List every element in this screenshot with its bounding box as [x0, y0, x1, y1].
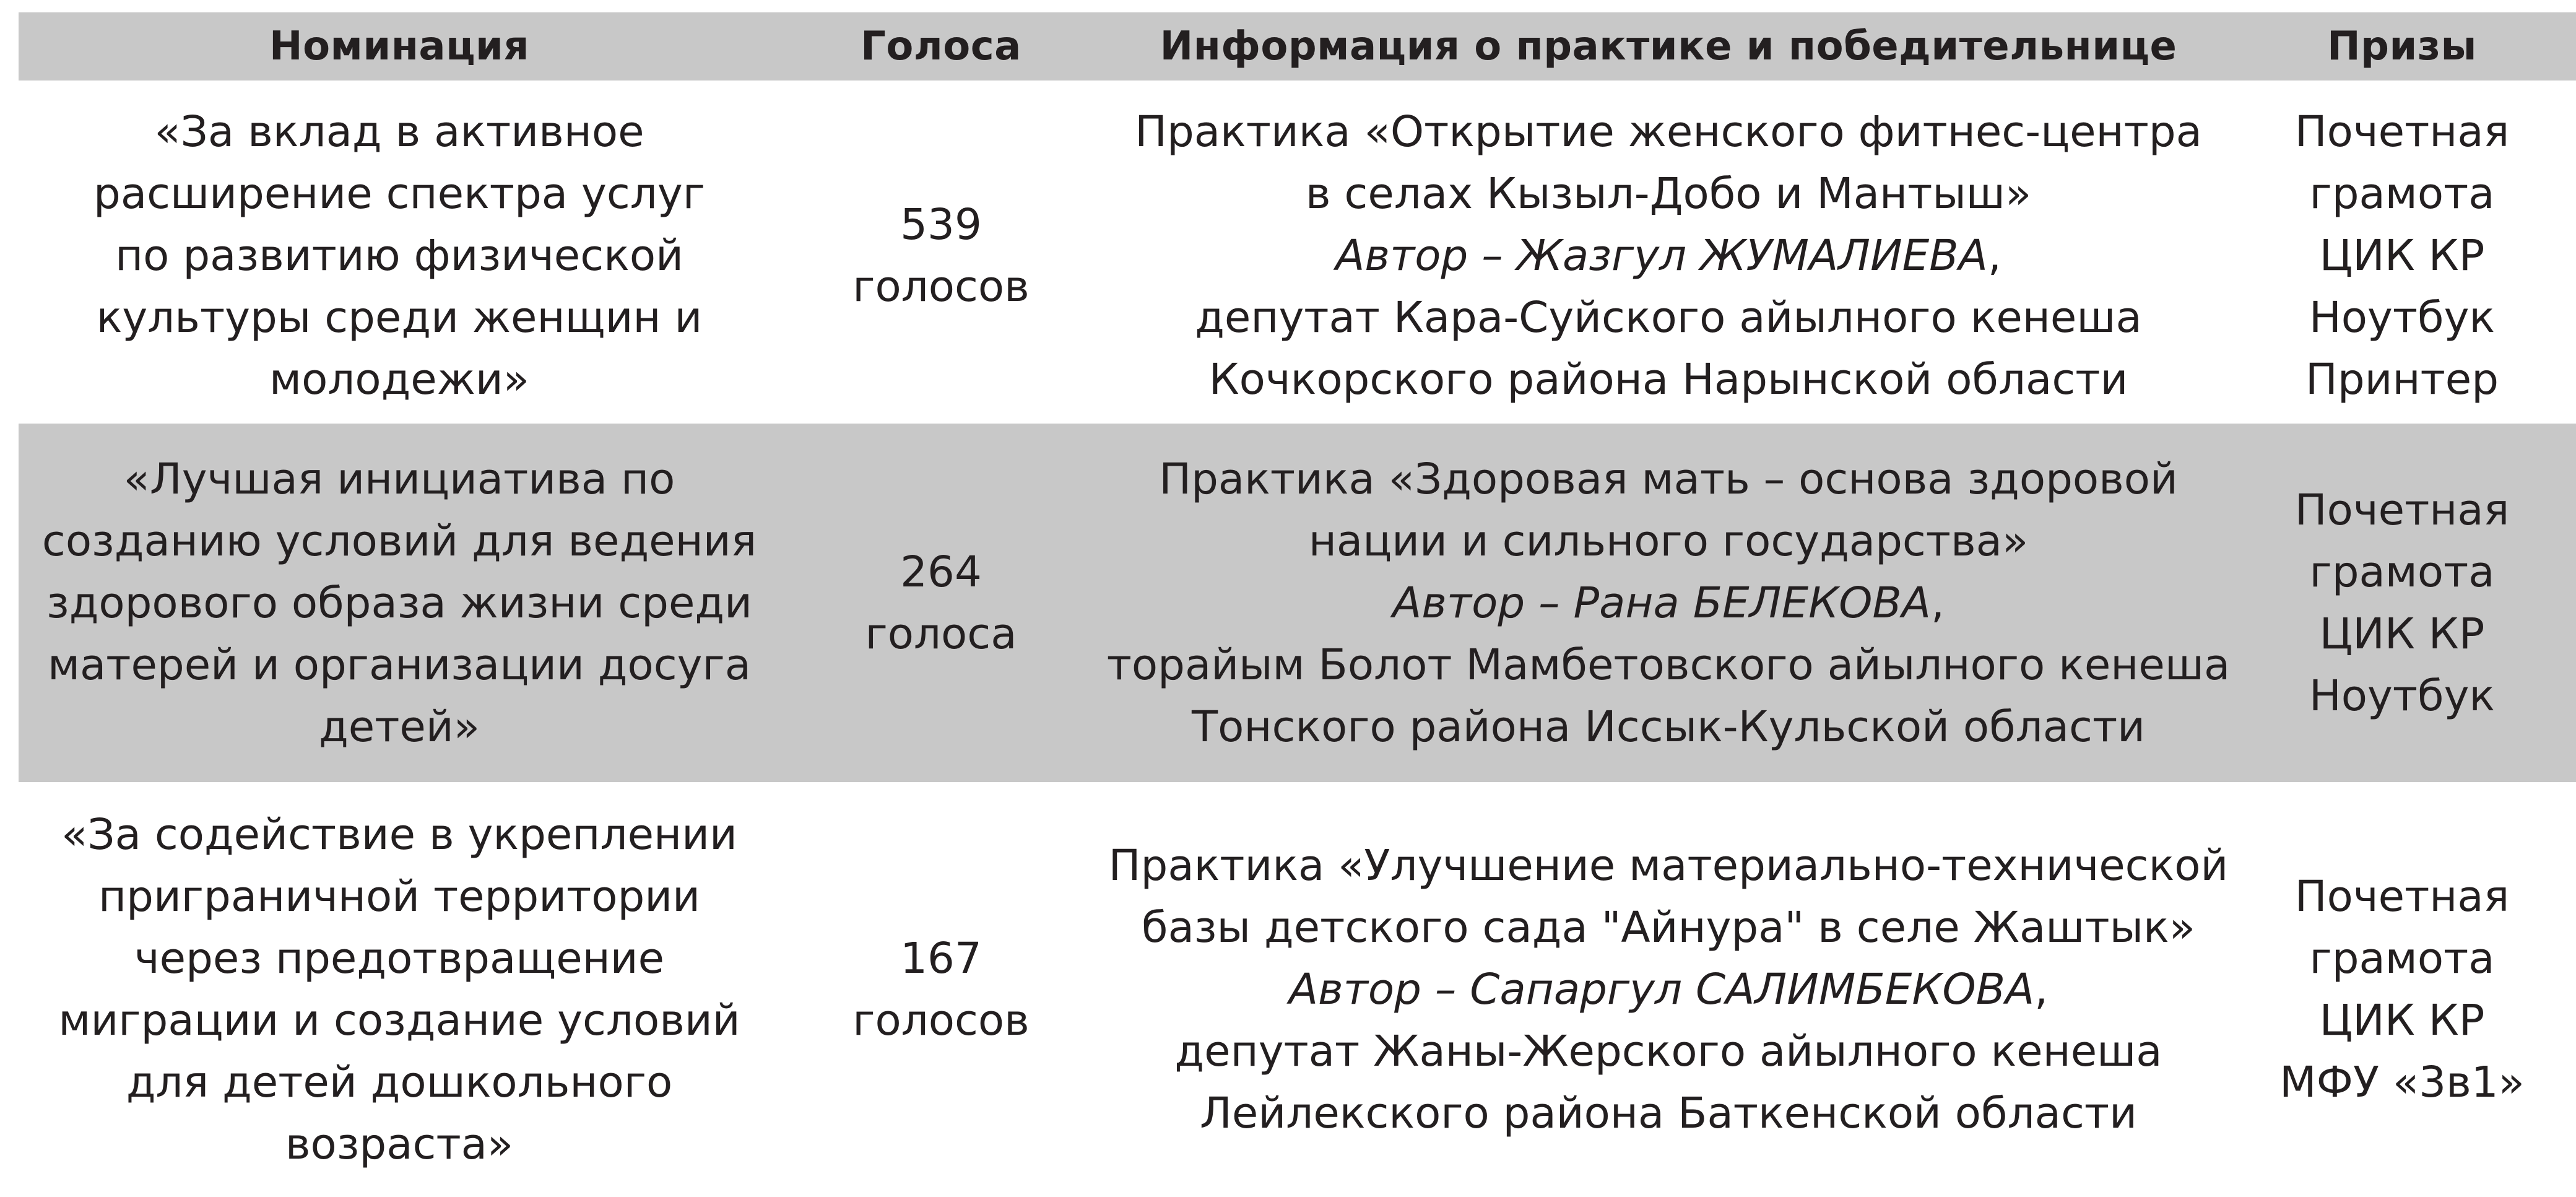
- author-name: Автор – Рана БЕЛЕКОВА: [1392, 578, 1931, 628]
- nomination-line: миграции и создание условий: [58, 996, 740, 1045]
- practice-line: Практика «Здоровая мать – основа здоровой: [1159, 454, 2178, 504]
- practice-line: Практика «Улучшение материально-технической: [1108, 841, 2229, 890]
- nomination-cell: [19, 424, 780, 782]
- prize-line: ЦИК КР: [2319, 609, 2485, 659]
- nomination-cell: [19, 782, 780, 1197]
- nomination-line: молодежи»: [269, 354, 529, 404]
- winners-table: [19, 12, 2576, 1197]
- nomination-line: через предотвращение: [134, 934, 665, 983]
- prize-line: грамота: [2309, 934, 2495, 983]
- nomination-line: культуры среди женщин и: [96, 292, 703, 342]
- votes-unit: голосов: [852, 996, 1030, 1045]
- position-line: депутат Жаны-Жерского айылного кенеша: [1174, 1027, 2162, 1076]
- votes-cell: [780, 93, 1102, 418]
- nomination-line: для детей дошкольного: [126, 1058, 673, 1107]
- votes-count: 264: [900, 547, 982, 597]
- nomination-cell: [19, 93, 780, 418]
- position-line: Тонского района Иссык-Кульской области: [1191, 702, 2146, 752]
- nomination-line: «За вклад в активное: [154, 107, 644, 157]
- position-line: Лейлекского района Баткенской области: [1200, 1089, 2137, 1138]
- prize-line: Почетная: [2294, 872, 2510, 921]
- author-name: Автор – Жазгул ЖУМАЛИЕВА: [1335, 230, 1988, 281]
- prize-line: Почетная: [2294, 485, 2510, 535]
- prize-line: Принтер: [2305, 354, 2499, 404]
- table-row: [19, 424, 2576, 782]
- nomination-line: возраста»: [285, 1120, 514, 1169]
- nomination-line: по развитию физической: [115, 230, 683, 281]
- nomination-line: «За содействие в укреплении: [61, 810, 737, 860]
- votes-cell: [780, 782, 1102, 1197]
- position-line: депутат Кара-Суйского айылного кенеша: [1195, 292, 2142, 342]
- info-cell: [1102, 93, 2235, 418]
- author-line: Автор – Жазгул ЖУМАЛИЕВА,: [1335, 230, 2001, 281]
- prize-line: грамота: [2309, 547, 2495, 597]
- table-row: [19, 93, 2576, 418]
- prizes-cell: [2235, 782, 2569, 1197]
- position-line: торайым Болот Мамбетовского айылного кенеша: [1106, 640, 2231, 690]
- prize-line: грамота: [2309, 168, 2495, 219]
- prizes-cell: [2235, 424, 2569, 782]
- header-nomination: Номинация: [269, 24, 529, 69]
- votes-cell: [780, 424, 1102, 782]
- votes-unit: голосов: [852, 261, 1030, 311]
- votes-unit: голоса: [865, 609, 1017, 659]
- header-prizes: Призы: [2327, 24, 2477, 69]
- table-row: [19, 782, 2576, 1197]
- practice-line: Практика «Открытие женского фитнес-центра: [1135, 107, 2202, 157]
- practice-line: нации и сильного государства»: [1308, 516, 2029, 566]
- nomination-line: здорового образа жизни среди: [46, 578, 752, 628]
- prize-line: Ноутбук: [2309, 292, 2496, 342]
- prize-line: Ноутбук: [2309, 671, 2496, 721]
- nomination-line: созданию условий для ведения: [41, 516, 757, 566]
- position-line: Кочкорского района Нарынской области: [1208, 354, 2128, 404]
- nomination-line: детей»: [319, 702, 480, 752]
- author-line: Автор – Рана БЕЛЕКОВА,: [1392, 578, 1945, 628]
- nomination-line: приграничной территории: [98, 872, 700, 921]
- nomination-line: матерей и организации досуга: [47, 640, 752, 690]
- header-votes: Голоса: [861, 24, 1021, 69]
- nomination-line: расширение спектра услуг: [93, 168, 705, 219]
- author-name: Автор – Сапаргул САЛИМБЕКОВА: [1288, 965, 2035, 1014]
- practice-line: базы детского сада "Айнура" в селе Жаштык»: [1142, 903, 2195, 952]
- nomination-line: «Лучшая инициатива по: [123, 454, 675, 504]
- prize-line: ЦИК КР: [2319, 230, 2485, 281]
- header-info: Информация о практике и победительнице: [1160, 24, 2177, 69]
- info-cell: [1102, 782, 2235, 1197]
- info-cell: [1102, 424, 2235, 782]
- practice-line: в селах Кызыл-Добо и Мантыш»: [1305, 168, 2032, 219]
- prize-line: Почетная: [2294, 107, 2510, 157]
- table-header-row: [19, 12, 2576, 81]
- prizes-cell: [2235, 93, 2569, 418]
- prize-line: МФУ «3в1»: [2279, 1058, 2525, 1107]
- votes-count: 167: [900, 934, 982, 983]
- votes-count: 539: [900, 199, 982, 250]
- prize-line: ЦИК КР: [2319, 996, 2485, 1045]
- author-line: Автор – Сапаргул САЛИМБЕКОВА,: [1288, 965, 2049, 1014]
